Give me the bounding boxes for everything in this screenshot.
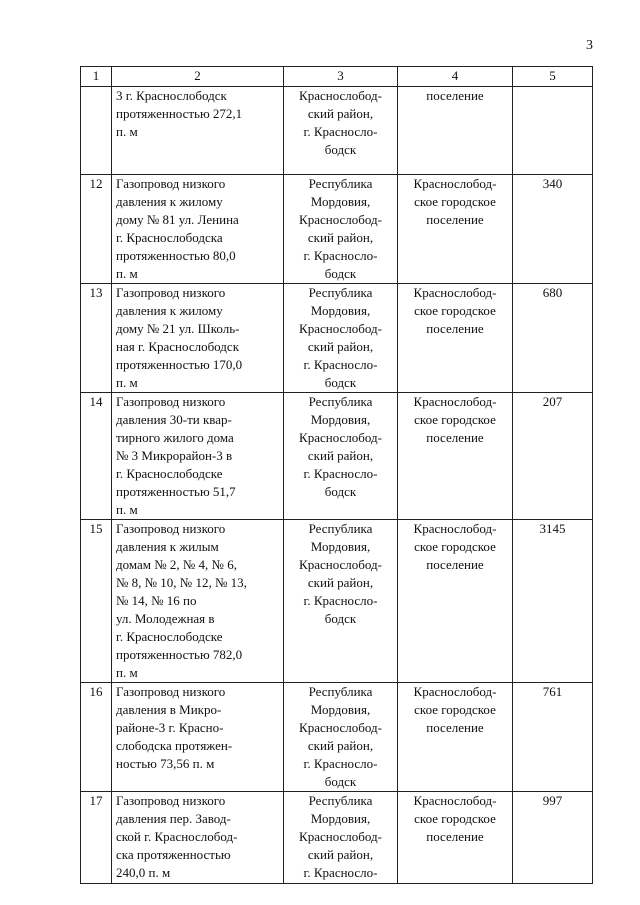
row-number: 17 [81, 792, 112, 884]
header-cell: 4 [398, 67, 513, 87]
object-description: Газопровод низкого давления к жилому дому № 81 ул. Ленина г. Краснослободска протяженностью 80,0 п. м [112, 175, 284, 284]
object-description: Газопровод низкого давления к жилым домам № 2, № 4, № 6, № 8, № 10, № 12, № 13, № 14, № 16 по ул. Молодежная в г. Краснослободске протяженностью 782,0 п. м [112, 520, 284, 683]
object-location: Республика Мордовия, Краснослобод- ский район, г. Краснослo- бодск [284, 683, 398, 792]
value-cell: 3145 [513, 520, 593, 683]
header-cell: 5 [513, 67, 593, 87]
row-number [81, 87, 112, 175]
row-number: 13 [81, 284, 112, 393]
row-number: 15 [81, 520, 112, 683]
value-cell: 997 [513, 792, 593, 884]
object-description: Газопровод низкого давления пер. Завод- ской г. Краснослобод- ска протяженностью 240,0 п. м [112, 792, 284, 884]
row-number: 14 [81, 393, 112, 520]
table-row [81, 87, 593, 175]
settlement: Краснослобод- ское городское поселение [398, 520, 513, 683]
table-header-row [81, 67, 593, 87]
page-number: 3 [586, 38, 593, 53]
settlement: Краснослобод- ское городское поселение [398, 175, 513, 284]
value-cell: 340 [513, 175, 593, 284]
object-description: 3 г. Краснослободск протяженностью 272,1 п. м [112, 87, 284, 175]
object-location: Республика Мордовия, Краснослобод- ский район, г. Краснослo- бодск [284, 175, 398, 284]
row-number: 12 [81, 175, 112, 284]
object-location: Республика Мордовия, Краснослобод- ский район, г. Краснослo- бодск [284, 284, 398, 393]
object-description: Газопровод низкого давления 30-ти квар- тирного жилого дома № 3 Микрорайон-3 в г. Краснослободске протяженностью 51,7 п. м [112, 393, 284, 520]
table-row [81, 393, 593, 520]
settlement: поселение [398, 87, 513, 175]
header-cell: 3 [284, 67, 398, 87]
row-number: 16 [81, 683, 112, 792]
object-location: Краснослобод- ский район, г. Краснослo- бодск [284, 87, 398, 175]
settlement: Краснослобод- ское городское поселение [398, 792, 513, 884]
header-cell: 1 [81, 67, 112, 87]
table-row [81, 792, 593, 884]
object-description: Газопровод низкого давления к жилому дому № 21 ул. Школь- ная г. Краснослободск протяженностью 170,0 п. м [112, 284, 284, 393]
object-location: Республика Мордовия, Краснослобод- ский район, г. Краснослo- бодск [284, 393, 398, 520]
value-cell [513, 87, 593, 175]
settlement: Краснослобод- ское городское поселение [398, 683, 513, 792]
value-cell: 207 [513, 393, 593, 520]
table-row [81, 284, 593, 393]
header-cell: 2 [112, 67, 284, 87]
value-cell: 761 [513, 683, 593, 792]
settlement: Краснослобод- ское городское поселение [398, 284, 513, 393]
value-cell: 680 [513, 284, 593, 393]
table-row [81, 175, 593, 284]
table-row [81, 683, 593, 792]
settlement: Краснослобод- ское городское поселение [398, 393, 513, 520]
table-row [81, 520, 593, 683]
object-description: Газопровод низкого давления в Микро- районе-3 г. Красно- слободска протяжен- ностью 73,56 п. м [112, 683, 284, 792]
object-location: Республика Мордовия, Краснослобод- ский район, г. Краснослo- [284, 792, 398, 884]
gas-pipeline-table [80, 66, 593, 884]
object-location: Республика Мордовия, Краснослобод- ский район, г. Краснослo- бодск [284, 520, 398, 683]
